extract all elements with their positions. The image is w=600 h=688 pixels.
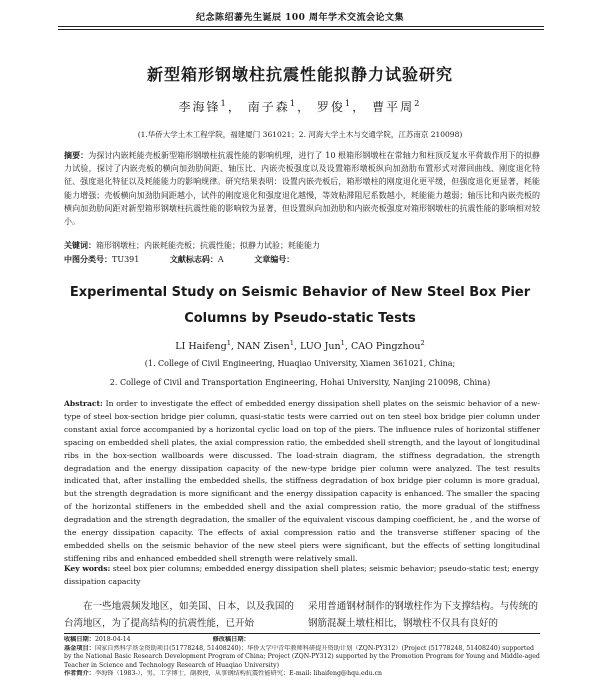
authors-en: LI Haifeng$^1$, NAN Zisen$^1$, LUO Jun$^1$, CAO Pingzhou$^2$ xyxy=(175,338,425,352)
footnote-rule xyxy=(64,633,540,634)
authors-zh: 李海锋$^1$， 南子森$^1$， 罗俊$^1$， 曹平周$^2$ xyxy=(178,98,422,114)
author-zh-4: 曹平周$^2$ xyxy=(372,98,422,114)
revised-date: 修改稿日期： xyxy=(212,636,250,643)
title-en: Experimental Study on Seismic Behavior of New Steel Box Pier Columns by Pseudo-static Tests xyxy=(69,285,531,326)
abstract-en xyxy=(64,398,540,566)
keywords-zh xyxy=(64,240,540,251)
author-en-4: CAO Pingzhou$^2$ xyxy=(350,338,425,352)
footnote-author: 作者简介：李海锋（1983-），男，工学博士，副教授，从事钢结构抗震性能研究；E-mail: lihaifeng@hqu.edu.cn xyxy=(64,670,383,678)
abstract-zh-text: 为探讨内嵌耗能壳板新型箱形钢墩柱抗震性能的影响机理，进行了 10 根箱形钢墩柱在常轴力和柱顶反复水平荷载作用下的拟静力试验，探讨了内嵌壳板的横向加劲肋间距、轴压比、内嵌壳板强度以及设置箱形墩板纵向加劲肋布置形式对滞回曲线、刚度退化特征、强度退化特征以及耗能能力的影响规律。研究结果表明：设置内嵌壳板后，箱形墩柱的刚度退化更平缓，但强度退化更显著，耗能能力增强；壳板横向加劲肋间距越小，试件的刚度退化和强度退化越慢，等效粘滞阻尼系数越小，耗能能力越弱；轴压比和内嵌壳板的横向加劲肋间距对新型箱形钢墩柱抗震性能的影响较为显著，但设置纵向加劲肋和内嵌壳板强度对箱形钢墩柱的抗震性能的影响相对较小。 xyxy=(64,151,540,227)
affiliation-zh: (1.华侨大学土木工程学院，福建厦门 361021；2. 河海大学土木与交通学院，江苏南京 210098) xyxy=(137,130,463,139)
abstract-zh-label: 摘要： xyxy=(64,150,89,160)
author-en-1: LI Haifeng$^1$ xyxy=(175,338,231,352)
article-number: 文章编号： xyxy=(254,254,295,264)
header-rule xyxy=(58,26,544,27)
received-date: 收稿日期：2018-04-14 xyxy=(64,636,131,643)
abstract-en-label: Abstract: xyxy=(64,399,103,408)
keywords-zh-text: 箱形钢墩柱；内嵌耗能壳板；抗震性能；拟静力试验；耗能能力 xyxy=(96,241,320,250)
author-zh-1: 李海锋$^1$ xyxy=(178,98,228,114)
footnote-dates xyxy=(64,636,540,645)
clc-number: 中图分类号：TU391 xyxy=(64,254,140,264)
keywords-zh-label: 关键词： xyxy=(64,240,96,250)
keywords-en xyxy=(64,563,540,589)
header-rule-thin xyxy=(58,29,544,30)
body-text-left: 在一些地震频发地区，如美国、日本，以及我国的台湾地区，为了提高结构的抗震性能，已开始 xyxy=(64,601,294,629)
title-zh: 新型箱形钢墩柱抗震性能拟静力试验研究 xyxy=(146,65,453,84)
author-en-2: NAN Zisen$^1$ xyxy=(236,338,294,352)
author-zh-2: 南子森$^1$ xyxy=(247,98,298,114)
running-head: 纪念陈绍蕃先生诞辰 100 周年学术交流会论文集 xyxy=(195,13,405,23)
keywords-en-label: Key words: xyxy=(64,564,111,573)
abstract-en-text: In order to investigate the effect of embedded energy dissipation shell plates on the seismic behavior of a new-type of steel box-section bridge pier column, quasi-static tests were carried out on ten steel box bridge pier column under constant axial force accompanied by a horizontal cyclic load on top of the piers. The influence rules of horizontal stiffener spacing on embedded shell plates, the axial compression ratio, the embedded shell strength, and the layout of longitudinal ribs in the box-section wallboards were discussed. The load-strain diagram, the stiffness degradation, the strength degradation and the energy dissipation capacity of the new-type bridge pier column were analyzed. The test results indicated that, after installing the embedded shells, the stiffness degradation of box bridge pier column is more gradual, but the strength degradation is more significant and the energy dissipation capacity is enhanced. The smaller the spacing of the horizontal stiffeners in the embedded shell and the axial compression ratio, the more gradual of the stiffness degradation and the strength degradation, the smaller of the equivalent viscous damping coefficient, he , and the worse of the energy dissipation capacity. The effects of axial compression ratio and the transverse stiffener spacing of the embedded shells on the seismic behavior of the new steel piers were significant, but the effects of setting longitudinal stiffening ribs and enhanced embedded shell strength were relatively small. xyxy=(64,399,540,563)
keywords-en-text: steel box pier columns; embedded energy dissipation shell plates; seismic behavior; pseudo-static test; energy dissipation capacity xyxy=(64,564,539,586)
body-text-right: 采用普通钢材制作的钢墩柱作为下支撑结构。与传统的钢筋混凝土墩柱相比，钢墩柱不仅具有良好的 xyxy=(308,601,538,629)
author-zh-3: 罗俊$^1$ xyxy=(316,98,353,114)
author-en-3: LUO Jun$^1$ xyxy=(300,338,345,352)
document-code: 文献标志码：A xyxy=(169,254,224,264)
classification-zh xyxy=(64,254,540,265)
abstract-zh xyxy=(64,149,540,228)
footnote-fund: 基金项目：国家自然科学基金资助项目(51778248, 51408240)；华侨大学中青年教师科研提升资助计划（ZQN-PY312）(Project (51778248, 51408240) supported by the National Basic Research Development Program of China; Project (ZQN-PY312) supported by the Promotion Program for Young and Middle-aged Teacher in Science and Technology Research of Huaqiao University) xyxy=(64,644,540,669)
affiliation-en-2: 2. College of Civil and Transportation Engineering, Hohai University, Nanjing 210098, China) xyxy=(109,378,491,387)
footnotes xyxy=(64,636,540,679)
affiliation-en-1: (1. College of Civil Engineering, Huaqiao University, Xiamen 361021, China; xyxy=(144,359,456,368)
